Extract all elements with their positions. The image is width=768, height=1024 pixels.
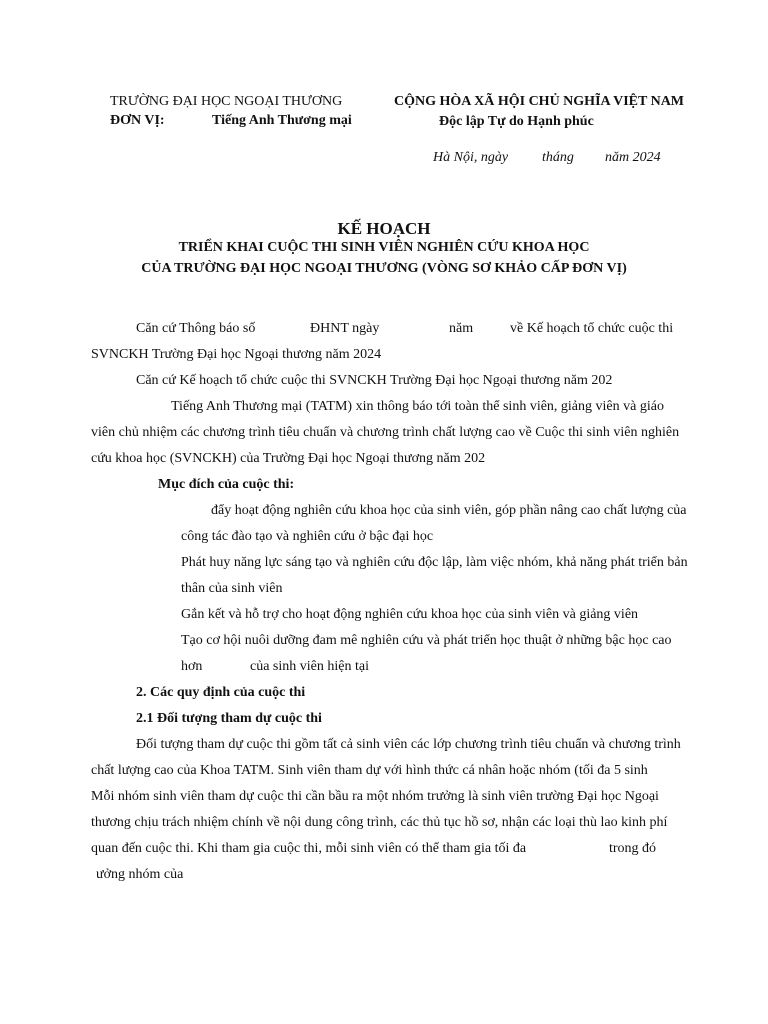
nation-title: CỘNG HÒA XÃ HỘI CHỦ NGHĨA VIỆT NAM <box>394 94 685 109</box>
unit-name: Tiếng Anh Thương mại <box>212 113 352 128</box>
document-subtitle-1: TRIỂN KHAI CUỘC THI SINH VIÊN NGHIÊN CỨU KHOA HỌC <box>178 240 590 255</box>
purpose-item: Phát huy năng lực sáng tạo và nghiên cứu độc lập, làm việc nhóm, khả năng phát triển bản <box>181 555 688 570</box>
national-motto: Độc lập Tự do Hạnh phúc <box>439 114 594 129</box>
date-place: Hà Nội, ngày <box>433 150 509 165</box>
basis-1-part-a: Căn cứ Thông báo số <box>136 321 256 336</box>
section-2-1-line: quan đến cuộc thi. Khi tham gia cuộc thi, mỗi sinh viên có thể tham gia tối đa <box>91 841 527 856</box>
purpose-item: của sinh viên hiện tại <box>250 659 369 674</box>
section-2-1-line: Đối tượng tham dự cuộc thi gồm tất cả sinh viên các lớp chương trình tiêu chuẩn và chương trình <box>136 737 681 752</box>
section-2-1-line: trong đó <box>609 841 657 856</box>
basis-1-continued: SVNCKH Trường Đại học Ngoại thương năm 2024 <box>91 347 382 362</box>
basis-1-part-b: ĐHNT ngày <box>310 321 380 336</box>
purpose-item: thân của sinh viên <box>181 581 283 596</box>
announcement-line-2: viên chủ nhiệm các chương trình tiêu chuẩn và chương trình chất lượng cao về Cuộc thi sinh viên nghiên <box>91 425 680 440</box>
purpose-heading: Mục đích của cuộc thi: <box>158 477 295 492</box>
section-2-1-line: chất lượng cao của Khoa TATM. Sinh viên tham dự với hình thức cá nhân hoặc nhóm (tối đa 5 sinh <box>91 763 648 778</box>
basis-1-part-d: về Kế hoạch tổ chức cuộc thi <box>510 321 674 336</box>
basis-1-part-c: năm <box>449 321 474 336</box>
section-2-1-line: Mỗi nhóm sinh viên tham dự cuộc thi cần bầu ra một nhóm trưởng là sinh viên trường Đại học Ngoại <box>91 789 659 804</box>
section-2-1-line: thương chịu trách nhiệm chính về nội dung công trình, các thủ tục hồ sơ, nhận các loại thù lao kinh phí <box>91 815 668 830</box>
basis-2: Căn cứ Kế hoạch tổ chức cuộc thi SVNCKH Trường Đại học Ngoại thương năm 202 <box>136 373 613 388</box>
announcement-line-1: Tiếng Anh Thương mại (TATM) xin thông báo tới toàn thể sinh viên, giảng viên và giáo <box>171 399 664 414</box>
purpose-item: Gắn kết và hỗ trợ cho hoạt động nghiên cứu khoa học của sinh viên và giảng viên <box>181 607 639 622</box>
document-subtitle-2: CỦA TRƯỜNG ĐẠI HỌC NGOẠI THƯƠNG (VÒNG SƠ KHẢO CẤP ĐƠN VỊ) <box>141 261 627 276</box>
document-title: KẾ HOẠCH <box>337 219 431 238</box>
purpose-item: công tác đào tạo và nghiên cứu ở bậc đại học <box>181 529 434 544</box>
purpose-item: hơn <box>181 659 203 674</box>
purpose-item: đẩy hoạt động nghiên cứu khoa học của sinh viên, góp phần nâng cao chất lượng của <box>211 503 687 518</box>
section-2-1-line: ưởng nhóm của <box>96 867 184 882</box>
date-year: năm 2024 <box>605 150 661 165</box>
unit-label: ĐƠN VỊ: <box>110 113 165 128</box>
purpose-item: Tạo cơ hội nuôi dưỡng đam mê nghiên cứu và phát triển học thuật ở những bậc học cao <box>181 633 672 648</box>
section-2-1-heading: 2.1 Đối tượng tham dự cuộc thi <box>136 711 322 726</box>
date-month: tháng <box>542 150 574 165</box>
announcement-line-3: cứu khoa học (SVNCKH) của Trường Đại học Ngoại thương năm 202 <box>91 451 486 466</box>
university-name: TRƯỜNG ĐẠI HỌC NGOẠI THƯƠNG <box>110 94 343 109</box>
section-2-heading: 2. Các quy định của cuộc thi <box>136 685 306 700</box>
